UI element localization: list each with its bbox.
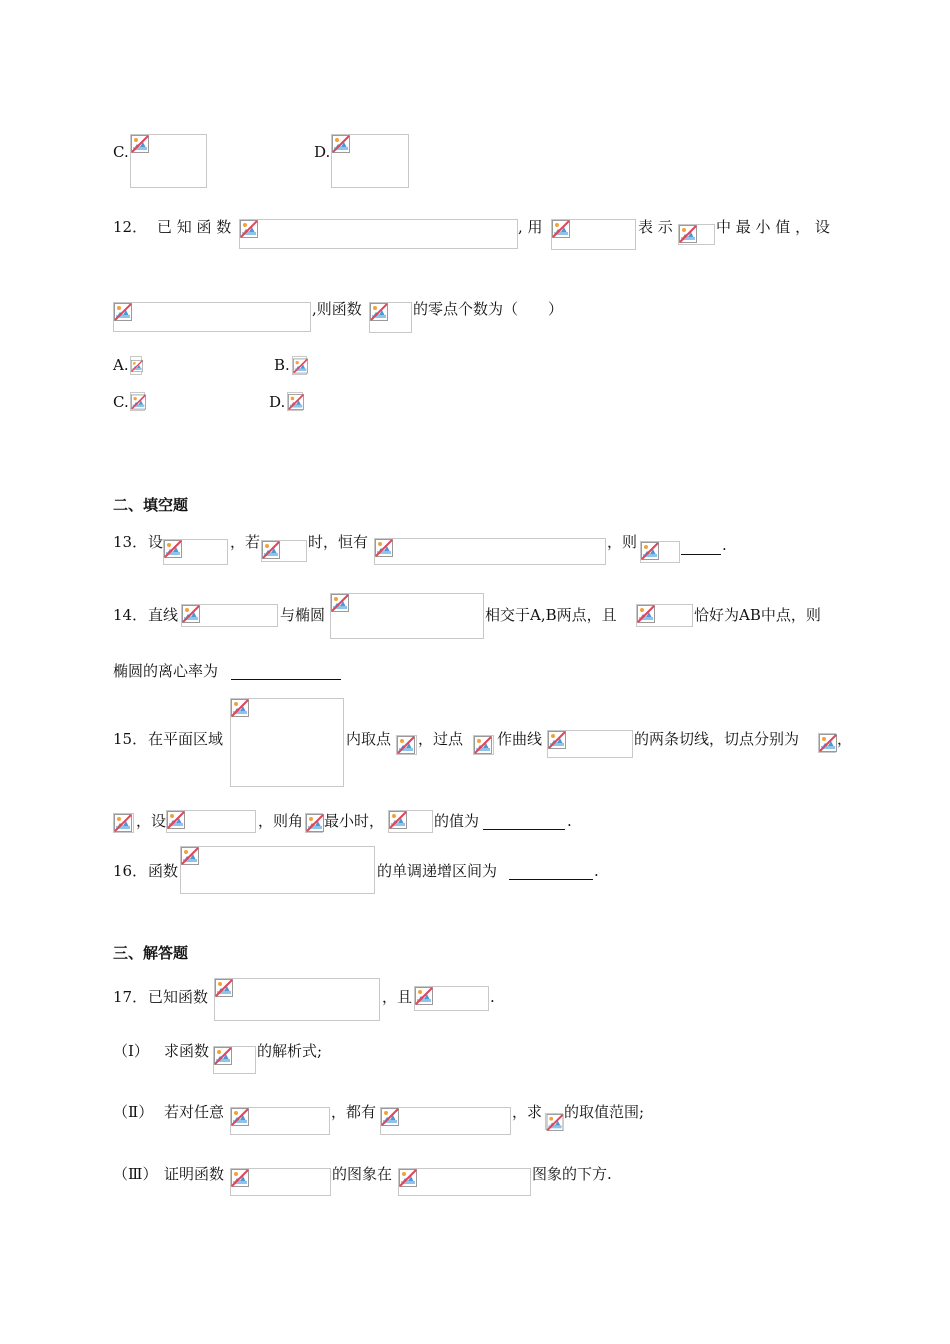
q14-text-3: 相交于A,B两点，且 xyxy=(485,606,617,624)
q15-text-2: 内取点 xyxy=(346,730,392,748)
q17-part-ii-text-4: 的取值范围; xyxy=(564,1103,645,1121)
q15-text-6: ， xyxy=(837,730,853,748)
broken-image-icon xyxy=(164,540,182,558)
q15-formula-point-p-2 xyxy=(473,735,494,755)
section-2-title: 二、填空题 xyxy=(113,496,189,514)
broken-image-icon xyxy=(389,811,407,829)
q13-formula-4 xyxy=(640,541,680,563)
q15-text-4: 作曲线 xyxy=(497,730,543,748)
broken-image-icon xyxy=(114,814,132,832)
q12-formula-2 xyxy=(551,219,636,250)
broken-image-icon xyxy=(182,605,200,623)
q12-formula-3 xyxy=(678,224,715,245)
broken-image-icon xyxy=(131,135,149,153)
q15-text-9: 最小时， xyxy=(324,812,385,830)
q17-part-ii-formula-2 xyxy=(380,1107,511,1135)
q16-answer-blank[interactable] xyxy=(509,861,593,880)
broken-image-icon xyxy=(370,303,388,321)
q17-formula-2 xyxy=(414,986,489,1011)
q17-part-i-label: （Ⅰ） xyxy=(113,1042,149,1060)
broken-image-icon xyxy=(231,699,249,717)
broken-image-icon xyxy=(231,1169,249,1187)
q15-formula-region xyxy=(230,698,344,787)
broken-image-icon xyxy=(262,541,280,559)
q17-part-ii-text-1: 若对任意 xyxy=(164,1103,225,1121)
broken-image-icon xyxy=(332,135,350,153)
q14-text-1: 直线 xyxy=(148,606,179,624)
broken-image-icon xyxy=(293,357,308,375)
q17-part-iii-text-3: 图象的下方. xyxy=(532,1165,612,1183)
q15-formula-value xyxy=(388,810,433,833)
q12-formula-1 xyxy=(239,219,518,249)
q14-answer-blank[interactable] xyxy=(231,661,341,680)
q15-text-8: ，则角 xyxy=(258,812,304,830)
q13-number: 13． xyxy=(113,533,148,551)
broken-image-icon xyxy=(331,594,349,612)
q13-text-5: . xyxy=(722,536,727,554)
q16-text-2: 的单调递增区间为 xyxy=(377,862,498,880)
broken-image-icon xyxy=(679,225,697,243)
q13-text-1: 设 xyxy=(148,533,164,551)
q17-part-iii-text-1: 证明函数 xyxy=(164,1165,225,1183)
q16-text-1: 函数 xyxy=(148,862,179,880)
broken-image-icon xyxy=(214,1047,232,1065)
broken-image-icon xyxy=(231,1108,249,1126)
q12-option-c-image xyxy=(130,392,145,411)
broken-image-icon xyxy=(399,1169,417,1187)
q12-text-6: 的零点个数为（ ） xyxy=(413,300,564,318)
q12-text-4: 中 最 小 值 ， 设 xyxy=(716,218,830,236)
broken-image-icon xyxy=(181,847,199,865)
q17-part-iii-formula-1 xyxy=(230,1168,331,1196)
q17-part-i-formula xyxy=(213,1046,256,1074)
q14-text-2: 与椭圆 xyxy=(280,606,326,624)
q12-text-3: 表 示 xyxy=(638,218,673,236)
q12-option-d-image xyxy=(287,392,303,411)
broken-image-icon xyxy=(375,539,393,557)
q12-formula-4 xyxy=(113,302,311,332)
q15-formula-angle xyxy=(305,813,323,833)
broken-image-icon xyxy=(397,736,415,754)
q15-text-5: 的两条切线，切点分别为 xyxy=(634,730,800,748)
q12-option-a-label: A. xyxy=(113,356,129,374)
q11-option-d-image xyxy=(331,134,409,188)
q17-text-2: ，且 xyxy=(382,988,413,1006)
broken-image-icon xyxy=(641,542,659,560)
broken-image-icon xyxy=(548,731,566,749)
q17-part-ii-formula-1 xyxy=(230,1107,330,1135)
broken-image-icon xyxy=(637,605,655,623)
q17-part-ii-text-3: ，求 xyxy=(512,1103,543,1121)
q12-option-b-label: B. xyxy=(274,356,290,374)
broken-image-icon xyxy=(240,220,258,238)
q17-text-1: 已知函数 xyxy=(148,988,209,1006)
broken-image-icon xyxy=(546,1114,564,1131)
q14-formula-2 xyxy=(330,593,484,639)
q14-formula-1 xyxy=(181,604,278,627)
broken-image-icon xyxy=(819,734,837,752)
q15-text-10: 的值为 xyxy=(434,812,480,830)
q11-option-c-image xyxy=(130,134,207,188)
q15-text-7: ，设 xyxy=(136,812,167,830)
q14-text-4: 恰好为AB中点，则 xyxy=(694,606,821,624)
q12-option-c-label: C. xyxy=(113,393,129,411)
q12-option-b-image xyxy=(292,356,307,375)
q12-text-2: , 用 xyxy=(518,218,543,236)
broken-image-icon xyxy=(552,220,570,238)
q12-text-1: 已 知 函 数 xyxy=(157,218,232,236)
broken-image-icon xyxy=(415,987,433,1005)
q15-number: 15． xyxy=(113,730,148,748)
q15-formula-point-p xyxy=(396,735,417,755)
q15-text-3: ，过点 xyxy=(418,730,464,748)
q13-answer-blank[interactable] xyxy=(681,536,721,555)
q16-number: 16． xyxy=(113,862,148,880)
q15-formula-angle-def xyxy=(166,810,256,833)
q13-text-3: 时，恒有 xyxy=(308,533,369,551)
q17-part-iii-formula-2 xyxy=(398,1168,531,1196)
q17-part-ii-text-2: ，都有 xyxy=(331,1103,377,1121)
q16-text-3: . xyxy=(594,862,599,880)
q17-part-ii-label: （Ⅱ） xyxy=(113,1103,154,1121)
q17-part-iii-text-2: 的图象在 xyxy=(332,1165,393,1183)
broken-image-icon xyxy=(306,814,324,832)
q12-option-d-label: D. xyxy=(269,393,286,411)
q17-part-i-text-2: 的解析式; xyxy=(257,1042,323,1060)
q13-text-4: ，则 xyxy=(607,533,638,551)
broken-image-icon xyxy=(215,979,233,997)
q17-number: 17． xyxy=(113,988,148,1006)
broken-image-icon xyxy=(131,393,146,411)
q15-answer-blank[interactable] xyxy=(483,811,565,830)
q12-formula-5 xyxy=(369,302,412,333)
q14-number: 14． xyxy=(113,606,148,624)
q17-part-ii-formula-3 xyxy=(545,1113,563,1130)
q17-text-3: . xyxy=(490,988,495,1006)
q14-formula-3 xyxy=(636,604,693,627)
q12-number: 12． xyxy=(113,218,148,236)
broken-image-icon xyxy=(167,811,185,829)
q13-formula-1 xyxy=(163,539,228,565)
q12-option-a-image xyxy=(130,356,142,375)
q13-text-2: ，若 xyxy=(230,533,261,551)
q16-formula xyxy=(180,846,375,894)
q11-option-d-label: D. xyxy=(314,143,331,161)
broken-image-icon xyxy=(131,357,143,375)
q17-part-iii-label: （Ⅲ） xyxy=(113,1165,158,1183)
q12-text-5: ,则函数 xyxy=(312,300,362,318)
q17-part-i-text-1: 求函数 xyxy=(164,1042,210,1060)
q14-text-5: 椭圆的离心率为 xyxy=(113,662,219,680)
q15-formula-tangent-a xyxy=(818,733,836,753)
section-3-title: 三、解答题 xyxy=(113,944,189,962)
q11-option-c-label: C. xyxy=(113,143,129,161)
q15-formula-tangent-b xyxy=(113,813,134,833)
broken-image-icon xyxy=(288,393,304,411)
broken-image-icon xyxy=(474,736,492,754)
broken-image-icon xyxy=(114,303,132,321)
q17-formula-1 xyxy=(214,978,380,1021)
q15-text-1: 在平面区域 xyxy=(148,730,224,748)
q15-text-11: . xyxy=(567,812,572,830)
q15-formula-curve xyxy=(547,730,633,758)
broken-image-icon xyxy=(381,1108,399,1126)
q13-formula-2 xyxy=(261,540,307,562)
q13-formula-3 xyxy=(374,538,606,565)
